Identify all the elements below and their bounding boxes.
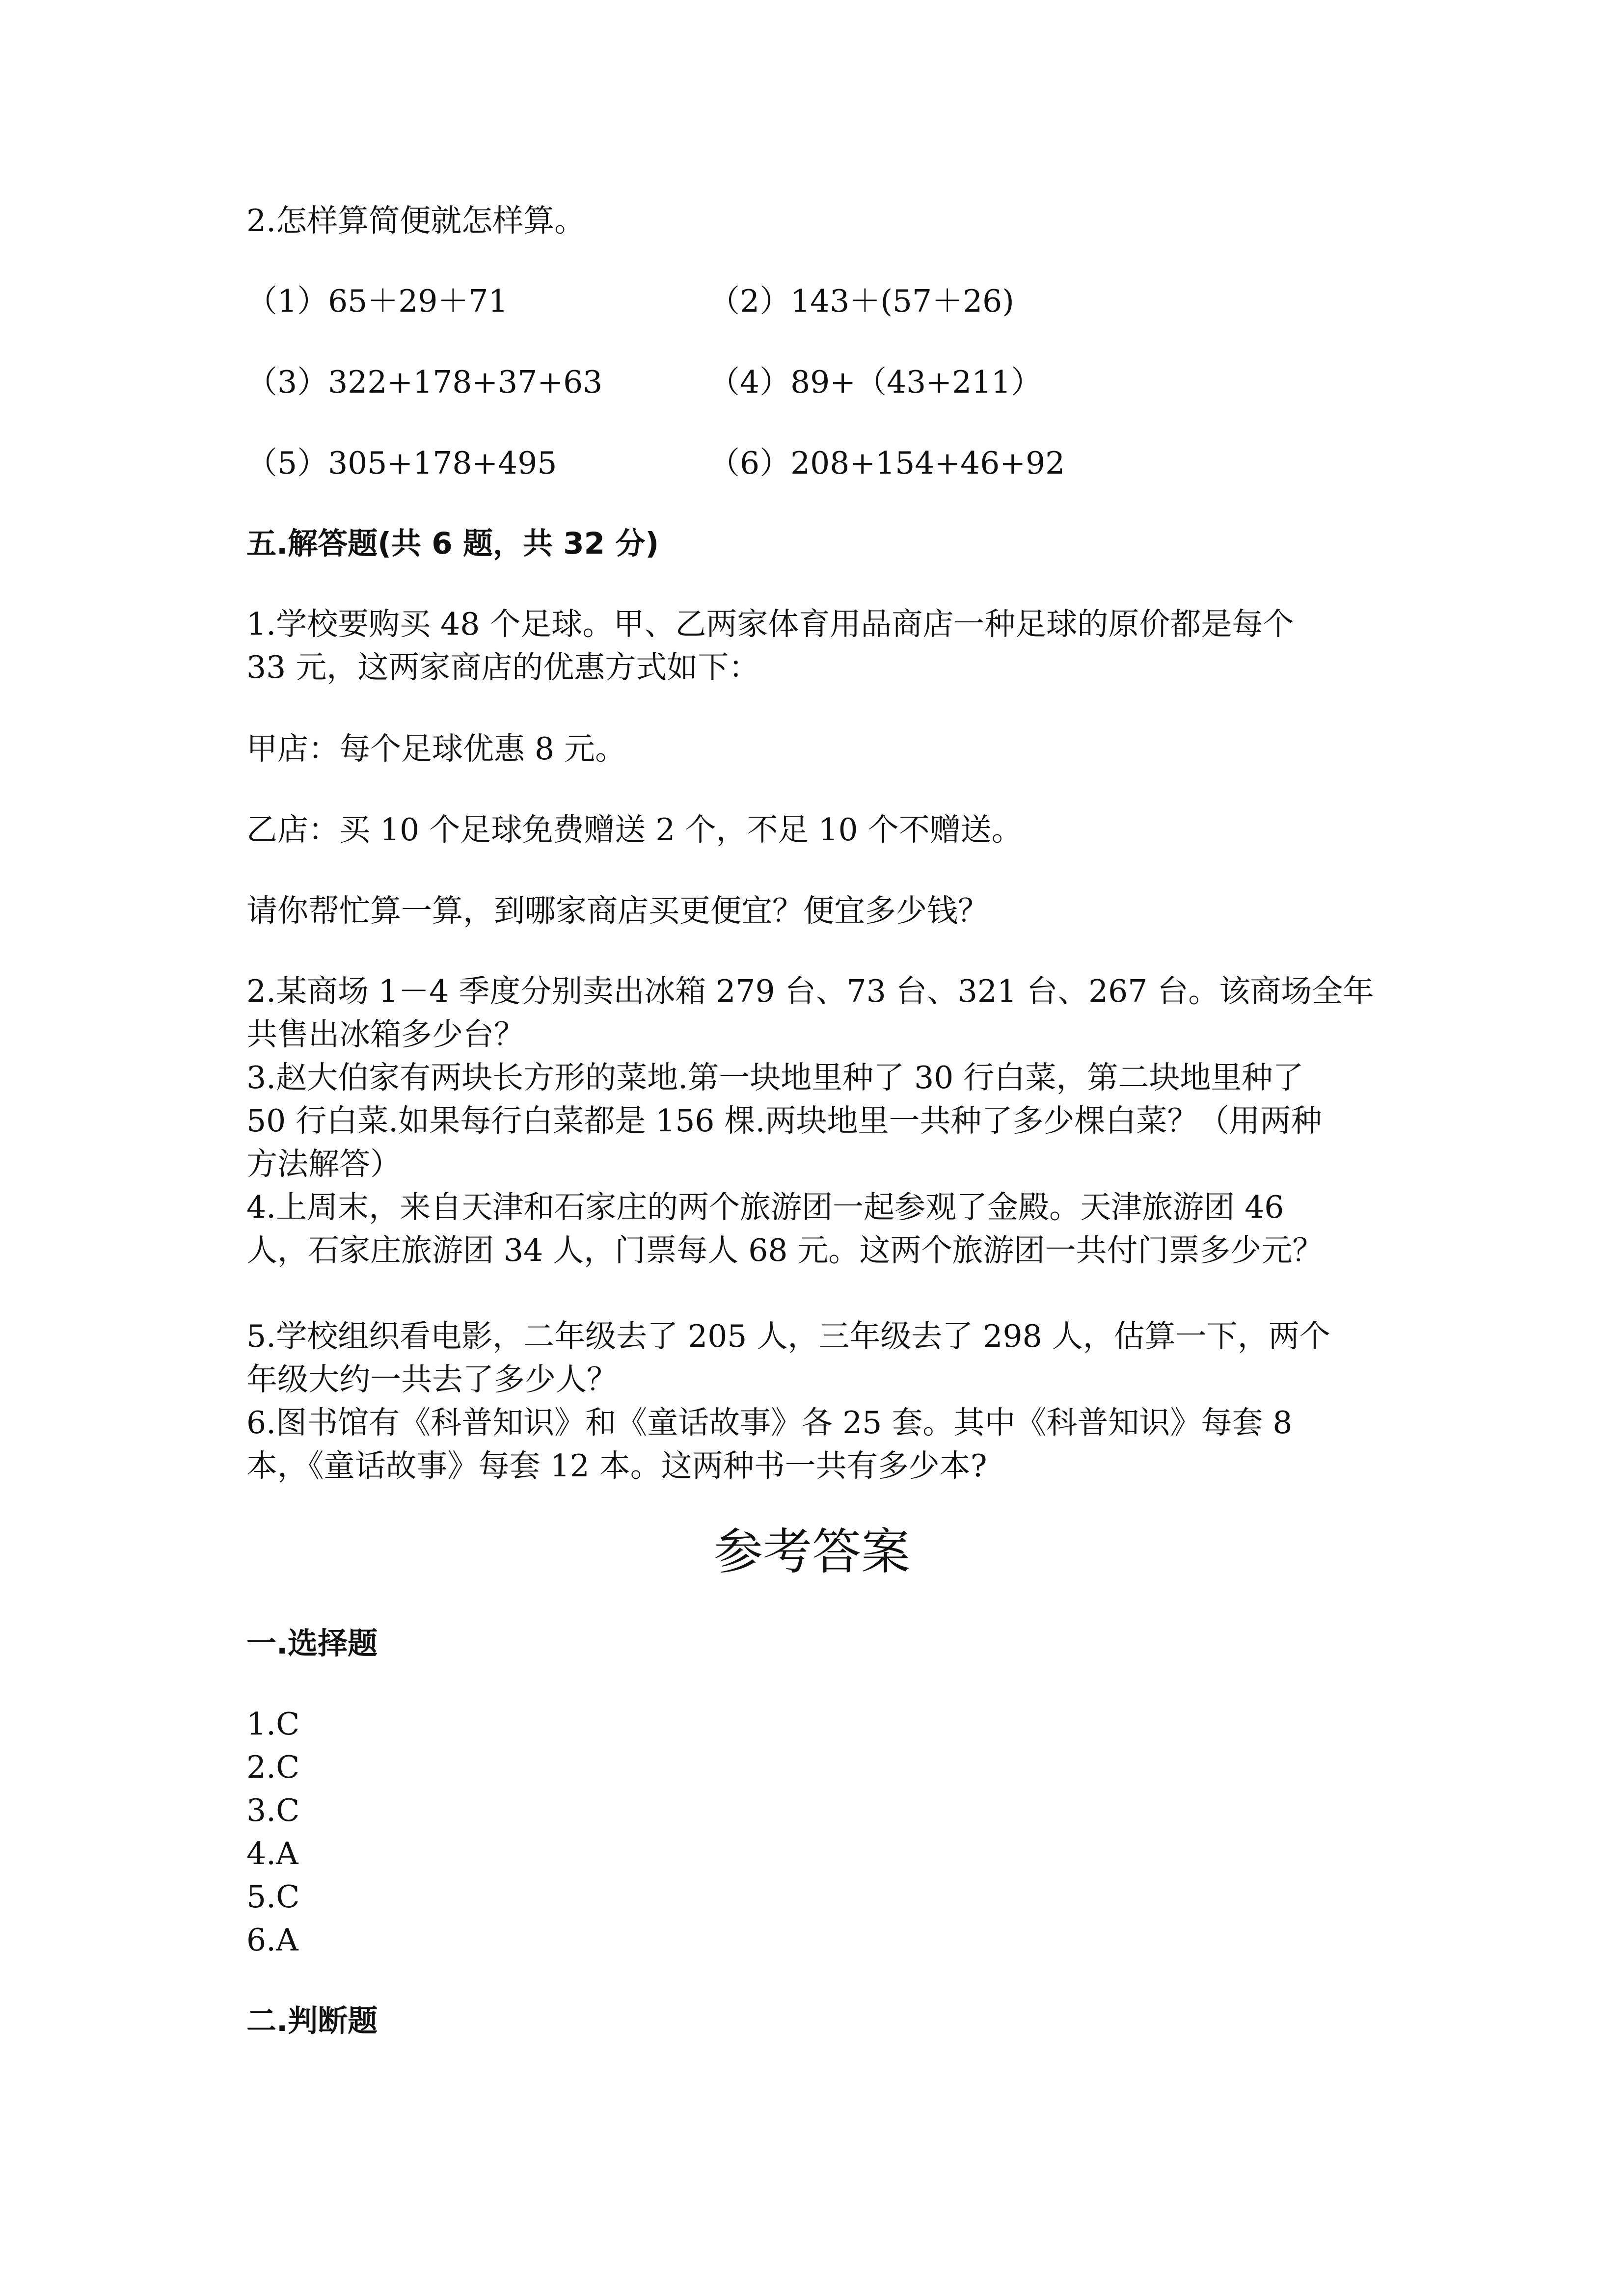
problem-line: 50 行白菜.如果每行白菜都是 156 棵.两块地里一共种了多少棵白菜？（用两种: [246, 1103, 1322, 1139]
problem-line: 33 元，这两家商店的优惠方式如下：: [246, 649, 760, 685]
answer-item: 3.C: [246, 1792, 300, 1828]
problem-line: 甲店：每个足球优惠 8 元。: [246, 731, 626, 767]
answer-item: 2.C: [246, 1749, 300, 1785]
simplify-item-4: （4）89+（43+211）: [709, 364, 1042, 400]
problem-line: 共售出冰箱多少台？: [246, 1016, 525, 1052]
simplify-heading: 2.怎样算简便就怎样算。: [246, 203, 586, 239]
simplify-item-6: （6）208+154+46+92: [709, 445, 1065, 481]
simplify-item-5: （5）305+178+495: [246, 445, 557, 481]
problem-line: 1.学校要购买 48 个足球。甲、乙两家体育用品商店一种足球的原价都是每个: [246, 606, 1294, 642]
problem-line: 5.学校组织看电影，二年级去了 205 人，三年级去了 298 人，估算一下，两个: [246, 1318, 1330, 1354]
answers-section1-heading: 一.选择题: [246, 1626, 378, 1661]
simplify-item-3: （3）322+178+37+63: [246, 364, 603, 400]
answer-item: 1.C: [246, 1706, 300, 1742]
section5-heading: 五.解答题(共 6 题，共 32 分): [246, 526, 659, 561]
problem-line: 乙店：买 10 个足球免费赠送 2 个，不足 10 个不赠送。: [246, 812, 1023, 848]
simplify-item-1: （1）65＋29＋71: [246, 283, 508, 319]
problem-line: 3.赵大伯家有两块长方形的菜地.第一块地里种了 30 行白菜，第二块地里种了: [246, 1060, 1304, 1095]
answer-item: 5.C: [246, 1879, 300, 1915]
answer-item: 6.A: [246, 1922, 298, 1958]
problem-line: 人，石家庄旅游团 34 人，门票每人 68 元。这两个旅游团一共付门票多少元？: [246, 1232, 1324, 1268]
answers-section2-heading: 二.判断题: [246, 2003, 378, 2038]
answer-item: 4.A: [246, 1836, 298, 1871]
problem-line: 4.上周末，来自天津和石家庄的两个旅游团一起参观了金殿。天津旅游团 46: [246, 1189, 1284, 1225]
problem-line: 方法解答）: [246, 1146, 401, 1182]
problem-line: 本，《童话故事》每套 12 本。这两种书一共有多少本?: [246, 1448, 987, 1484]
simplify-item-2: （2）143＋(57＋26): [709, 283, 1014, 319]
answers-title: 参考答案: [714, 1523, 910, 1580]
problem-line: 6.图书馆有《科普知识》和《童话故事》各 25 套。其中《科普知识》每套 8: [246, 1405, 1293, 1441]
problem-line: 请你帮忙算一算，到哪家商店买更便宜？便宜多少钱？: [246, 893, 989, 929]
problem-line: 年级大约一共去了多少人？: [246, 1362, 618, 1397]
problem-line: 2.某商场 1－4 季度分别卖出冰箱 279 台、73 台、321 台、267 台。该商场全年: [246, 973, 1374, 1009]
